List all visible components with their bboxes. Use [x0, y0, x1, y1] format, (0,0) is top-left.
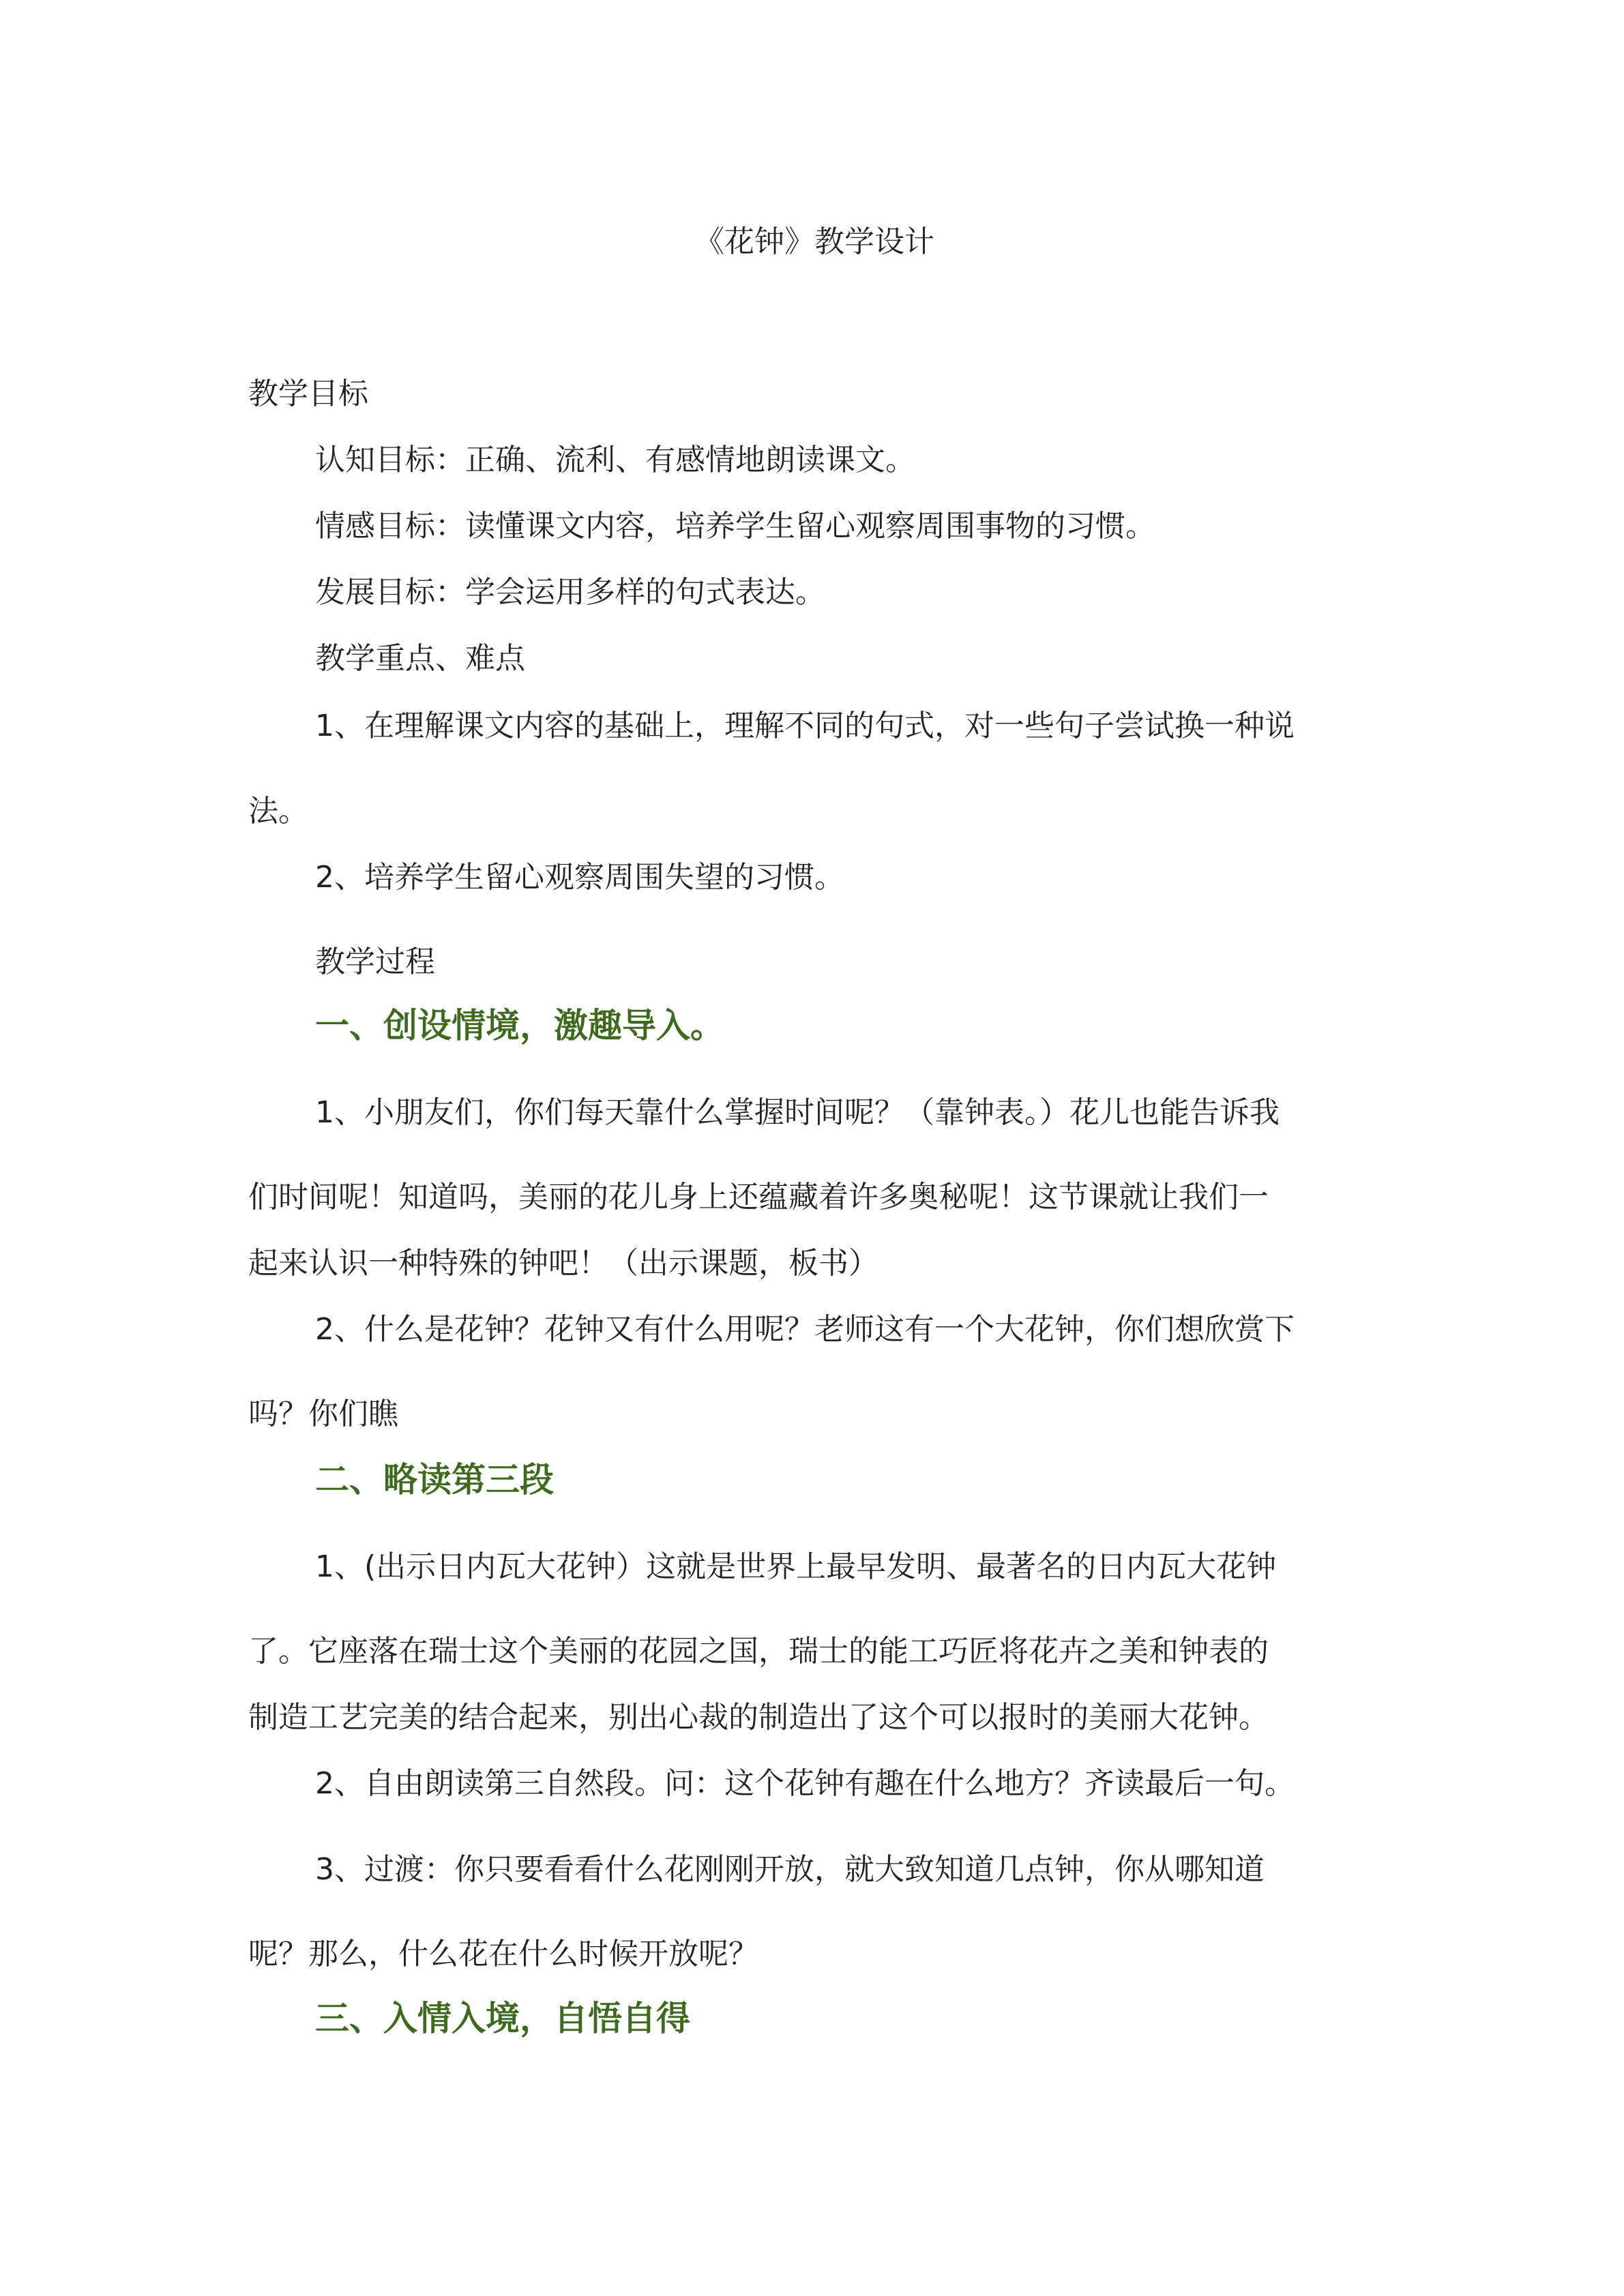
key-point-2: 2、培养学生留心观察周围失望的习惯。 — [315, 860, 844, 895]
document-title: 《花钟》教学设计 — [694, 224, 934, 259]
part-2-item-1-line-2: 了。它座落在瑞士这个美丽的花园之国，瑞士的能工巧匠将花卉之美和钟表的 — [248, 1634, 1269, 1669]
part-2-item-1-line-1: 1、(出示日内瓦大花钟）这就是世界上最早发明、最著名的日内瓦大花钟 — [315, 1549, 1277, 1584]
part-2-item-1-line-3: 制造工艺完美的结合起来，别出心裁的制造出了这个可以报时的美丽大花钟。 — [248, 1700, 1269, 1735]
key-point-1-line-1: 1、在理解课文内容的基础上，理解不同的句式，对一些句子尝试换一种说 — [315, 709, 1295, 743]
part-1-item-2-line-1: 2、什么是花钟？花钟又有什么用呢？老师这有一个大花钟，你们想欣赏下 — [315, 1312, 1295, 1347]
key-points-heading: 教学重点、难点 — [315, 641, 525, 676]
part-1-heading: 一、创设情境，激趣导入。 — [315, 1006, 724, 1045]
process-heading: 教学过程 — [315, 944, 435, 979]
key-point-1-line-2: 法。 — [248, 794, 308, 829]
goal-development: 发展目标：学会运用多样的句式表达。 — [315, 575, 825, 610]
part-1-item-1-line-3: 起来认识一种特殊的钟吧！（出示课题，板书） — [248, 1246, 879, 1281]
part-3-heading: 三、入情入境，自悟自得 — [315, 1999, 690, 2038]
part-1-item-2-line-2: 吗？你们瞧 — [248, 1397, 398, 1431]
part-2-item-3-line-1: 3、过渡：你只要看看什么花刚刚开放，就大致知道几点钟，你从哪知道 — [315, 1852, 1265, 1887]
section-goals-label: 教学目标 — [248, 376, 368, 411]
part-1-item-1-line-2: 们时间呢！知道吗，美丽的花儿身上还蕴藏着许多奥秘呢！这节课就让我们一 — [248, 1180, 1269, 1214]
part-1-item-1-line-1: 1、小朋友们，你们每天靠什么掌握时间呢？（靠钟表。）花儿也能告诉我 — [315, 1095, 1280, 1130]
part-2-item-3-line-2: 呢？那么，什么花在什么时候开放呢？ — [248, 1937, 758, 1971]
part-2-heading: 二、略读第三段 — [315, 1460, 554, 1500]
goal-cognitive: 认知目标：正确、流利、有感情地朗读课文。 — [315, 443, 915, 477]
part-2-item-2: 2、自由朗读第三自然段。问：这个花钟有趣在什么地方？齐读最后一句。 — [315, 1766, 1295, 1801]
goal-emotional: 情感目标：读懂课文内容，培养学生留心观察周围事物的习惯。 — [315, 509, 1155, 543]
